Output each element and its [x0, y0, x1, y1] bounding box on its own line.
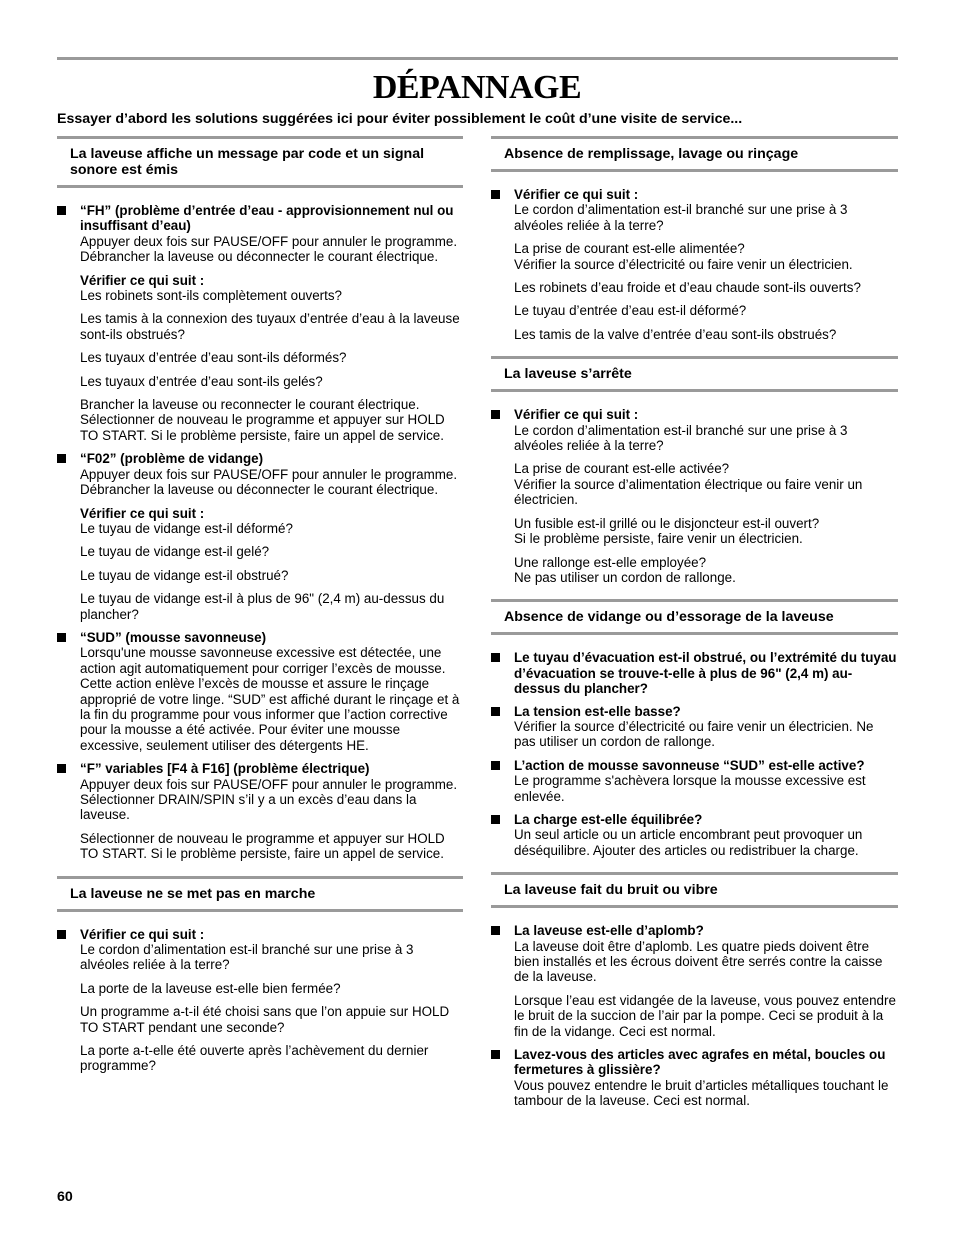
- paragraph-line: Le cordon d’alimentation est-il branché sur une prise à 3 alvéoles reliée à la terre?: [80, 942, 414, 973]
- item-paragraph: [514, 202, 898, 233]
- list-item: [491, 812, 898, 858]
- list-item: [491, 650, 898, 696]
- item-paragraph: [80, 1004, 463, 1035]
- section-items: [57, 912, 463, 1074]
- item-title: Vérifier ce qui suit :: [80, 926, 205, 942]
- square-bullet-icon: [491, 410, 500, 419]
- paragraph-line: Vous pouvez entendre le bruit d’articles métalliques touchant le tambour de la laveuse. Ceci est normal.: [514, 1077, 889, 1109]
- item-title: “F” variables [F4 à F16] (problème électrique): [80, 761, 370, 777]
- item-title: L’action de mousse savonneuse “SUD” est-elle active?: [514, 757, 865, 773]
- section-heading: La laveuse affiche un message par code et un signal sonore est émis: [57, 136, 463, 188]
- paragraph-line: Le tuyau de vidange est-il à plus de 96" (2,4 m) au-dessus du plancher?: [80, 591, 445, 622]
- paragraph-line: Ne pas utiliser un cordon de rallonge.: [514, 569, 736, 585]
- section-items: [491, 392, 898, 585]
- paragraph-line: Le tuyau de vidange est-il gelé?: [80, 544, 270, 560]
- list-item: [491, 923, 898, 1039]
- square-bullet-icon: [491, 926, 500, 935]
- paragraph-line: Les tuyaux d’entrée d’eau sont-ils gelés?: [80, 373, 323, 389]
- item-title: La laveuse est-elle d’aplomb?: [514, 923, 704, 939]
- item-paragraph: [514, 719, 898, 750]
- item-paragraph: [80, 645, 463, 753]
- square-bullet-icon: [491, 707, 500, 716]
- list-item: [491, 704, 898, 750]
- item-paragraph: [80, 506, 463, 537]
- item-paragraph: [514, 1078, 898, 1109]
- item-paragraph: [514, 327, 898, 342]
- check-label: Vérifier ce qui suit :: [80, 272, 205, 288]
- item-paragraph: [514, 423, 898, 454]
- paragraph-line: Une rallonge est-elle employée?: [514, 554, 707, 570]
- item-paragraph: [80, 234, 463, 265]
- paragraph-line: Le cordon d’alimentation est-il branché sur une prise à 3 alvéoles reliée à la terre?: [514, 422, 848, 454]
- section-heading: La laveuse s’arrête: [491, 356, 898, 392]
- item-paragraph: [80, 942, 463, 973]
- paragraph-line: Vérifier la source d’alimentation électrique ou faire venir un électricien.: [514, 476, 863, 508]
- item-paragraph: [80, 1043, 463, 1074]
- paragraph-line: Appuyer deux fois sur PAUSE/OFF pour annuler le programme. Débrancher la laveuse ou déconnecter le courant électrique.: [80, 466, 458, 498]
- item-title: “FH” (problème d’entrée d’eau - approvisionnement nul ou insuffisant d’eau): [80, 203, 454, 234]
- paragraph-line: Le cordon d’alimentation est-il branché sur une prise à 3 alvéoles reliée à la terre?: [514, 202, 848, 233]
- check-label: Vérifier ce qui suit :: [80, 505, 205, 521]
- item-paragraph: [514, 827, 898, 858]
- item-title: La tension est-elle basse?: [514, 703, 681, 719]
- intro-text: Essayer d’abord les solutions suggérées ici pour éviter possiblement le coût d’une visite de service...: [57, 111, 743, 127]
- troubleshoot-section: [57, 876, 463, 1074]
- top-rule: [57, 57, 898, 60]
- item-paragraph: [514, 516, 898, 547]
- square-bullet-icon: [57, 764, 66, 773]
- item-paragraph: [514, 939, 898, 985]
- item-paragraph: [80, 831, 463, 862]
- item-title: Vérifier ce qui suit :: [514, 187, 639, 202]
- item-title: “F02” (problème de vidange): [80, 451, 264, 467]
- paragraph-line: Brancher la laveuse ou reconnecter le courant électrique. Sélectionner de nouveau le programme et appuyer sur HOLD TO START. Si le problème persiste, faire un appel de service.: [80, 397, 445, 443]
- item-paragraph: [514, 280, 898, 295]
- square-bullet-icon: [57, 930, 66, 939]
- item-paragraph: [80, 397, 463, 443]
- item-paragraph: [514, 773, 898, 804]
- paragraph-line: Lorsque l’eau est vidangée de la laveuse, vous pouvez entendre le bruit de la succion de l’air par la pompe. Ceci se produit à la fin de la vidange. Ceci est normal.: [514, 992, 896, 1039]
- paragraph-line: Les tamis de la valve d’entrée d’eau sont-ils obstrués?: [514, 326, 837, 342]
- section-heading: La laveuse fait du bruit ou vibre: [491, 872, 898, 908]
- square-bullet-icon: [491, 653, 500, 662]
- square-bullet-icon: [57, 454, 66, 463]
- paragraph-line: Appuyer deux fois sur PAUSE/OFF pour annuler le programme. Sélectionner DRAIN/SPIN s’il y a un excès d’eau dans la laveuse.: [80, 776, 458, 823]
- paragraph-line: Le tuyau d’entrée d’eau est-il déformé?: [514, 303, 747, 319]
- page-title: DÉPANNAGE: [372, 69, 582, 106]
- list-item: [491, 187, 898, 342]
- paragraph-line: Un seul article ou un article encombrant peut provoquer un déséquilibre. Ajouter des articles ou redistribuer la charge.: [514, 827, 863, 858]
- paragraph-line: Le tuyau de vidange est-il obstrué?: [80, 567, 289, 583]
- item-paragraph: [80, 981, 463, 996]
- section-items: [491, 635, 898, 858]
- item-paragraph: [514, 555, 898, 586]
- paragraph-line: Les tamis à la connexion des tuyaux d’entrée d’eau à la laveuse sont-ils obstrués?: [80, 311, 460, 342]
- paragraph-line: Vérifier la source d’électricité ou faire venir un électricien. Ne pas utiliser un cordon de rallonge.: [514, 718, 874, 750]
- paragraph-line: La prise de courant est-elle activée?: [514, 461, 730, 477]
- left-column: [57, 136, 463, 1088]
- troubleshoot-section: [57, 136, 463, 862]
- list-item: [57, 451, 463, 622]
- paragraph-line: Si le problème persiste, faire venir un électricien.: [514, 531, 803, 547]
- list-item: [57, 630, 463, 753]
- section-heading: Absence de vidange ou d’essorage de la laveuse: [491, 599, 898, 635]
- list-item: [57, 761, 463, 861]
- paragraph-line: Un fusible est-il grillé ou le disjoncteur est-il ouvert?: [514, 515, 820, 531]
- page-number: 60: [57, 1189, 73, 1205]
- paragraph-line: Un programme a-t-il été choisi sans que l’on appuie sur HOLD TO START pendant une seconde?: [80, 1004, 450, 1035]
- list-item: [491, 1047, 898, 1109]
- item-paragraph: [514, 241, 898, 272]
- troubleshoot-section: [491, 356, 898, 585]
- list-item: [491, 758, 898, 804]
- paragraph-line: Les tuyaux d’entrée d’eau sont-ils déformés?: [80, 350, 347, 366]
- section-items: [491, 908, 898, 1108]
- item-paragraph: [514, 993, 898, 1039]
- square-bullet-icon: [491, 761, 500, 770]
- paragraph-line: La porte a-t-elle été ouverte après l’achèvement du dernier programme?: [80, 1043, 429, 1074]
- section-heading: Absence de remplissage, lavage ou rinçage: [491, 136, 898, 172]
- paragraph-line: La prise de courant est-elle alimentée?: [514, 241, 745, 257]
- item-title: Vérifier ce qui suit :: [514, 407, 639, 423]
- item-title: Le tuyau d’évacuation est-il obstrué, ou l’extrémité du tuyau d’évacuation se trouve-t-elle à plus de 96" (2,4 m) au-dessus du plancher?: [514, 650, 897, 697]
- paragraph-line: Le programme s'achèvera lorsque la mousse excessive est enlevée.: [514, 773, 866, 804]
- item-paragraph: [80, 544, 463, 559]
- troubleshoot-section: [491, 599, 898, 858]
- item-paragraph: [80, 568, 463, 583]
- paragraph-line: Sélectionner de nouveau le programme et appuyer sur HOLD TO START. Si le problème persiste, faire un appel de service.: [80, 830, 445, 862]
- troubleshoot-section: [491, 872, 898, 1108]
- square-bullet-icon: [57, 206, 66, 215]
- item-paragraph: [80, 467, 463, 498]
- square-bullet-icon: [491, 1050, 500, 1059]
- square-bullet-icon: [491, 190, 500, 199]
- paragraph-line: La porte de la laveuse est-elle bien fermée?: [80, 980, 341, 996]
- item-paragraph: [80, 591, 463, 622]
- paragraph-line: Appuyer deux fois sur PAUSE/OFF pour annuler le programme. Débrancher la laveuse ou déconnecter le courant électrique.: [80, 233, 458, 265]
- list-item: [491, 407, 898, 585]
- item-paragraph: [80, 777, 463, 823]
- paragraph-line: Le tuyau de vidange est-il déformé?: [80, 520, 293, 536]
- item-title: “SUD” (mousse savonneuse): [80, 629, 267, 645]
- paragraph-line: Vérifier la source d’électricité ou faire venir un électricien.: [514, 256, 853, 272]
- item-paragraph: [80, 350, 463, 365]
- list-item: [57, 927, 463, 1074]
- item-paragraph: [80, 273, 463, 304]
- paragraph-line: La laveuse doit être d’aplomb. Les quatre pieds doivent être bien installés et les écrous doivent être serrés contre la caisse de la laveuse.: [514, 938, 883, 985]
- paragraph-line: Les robinets sont-ils complètement ouverts?: [80, 288, 342, 304]
- section-items: [57, 188, 463, 862]
- paragraph-line: Lorsqu'une mousse savonneuse excessive est détectée, une action agit automatiquement pour corriger l’excès de mousse. Cette action enlève l’excès de mousse et assure le rinçage approprié de votre linge. “SUD” est affiché durant le rinçage et à la fin du programme pour vous informer que l’action corrective pour la mousse a été activée. Pour éviter une mousse excessive, seulement utiliser des détergents HE.: [80, 645, 460, 753]
- right-column: [491, 136, 898, 1123]
- section-items: [491, 172, 898, 342]
- section-heading: La laveuse ne se met pas en marche: [57, 876, 463, 912]
- square-bullet-icon: [57, 633, 66, 642]
- troubleshoot-section: [491, 136, 898, 342]
- item-paragraph: [80, 374, 463, 389]
- list-item: [57, 203, 463, 443]
- item-title: La charge est-elle équilibrée?: [514, 811, 703, 827]
- square-bullet-icon: [491, 815, 500, 824]
- item-paragraph: [80, 311, 463, 342]
- paragraph-line: Les robinets d’eau froide et d’eau chaude sont-ils ouverts?: [514, 280, 861, 296]
- item-paragraph: [514, 461, 898, 507]
- item-title: Lavez-vous des articles avec agrafes en métal, boucles ou fermetures à glissière?: [514, 1047, 886, 1078]
- item-paragraph: [514, 303, 898, 318]
